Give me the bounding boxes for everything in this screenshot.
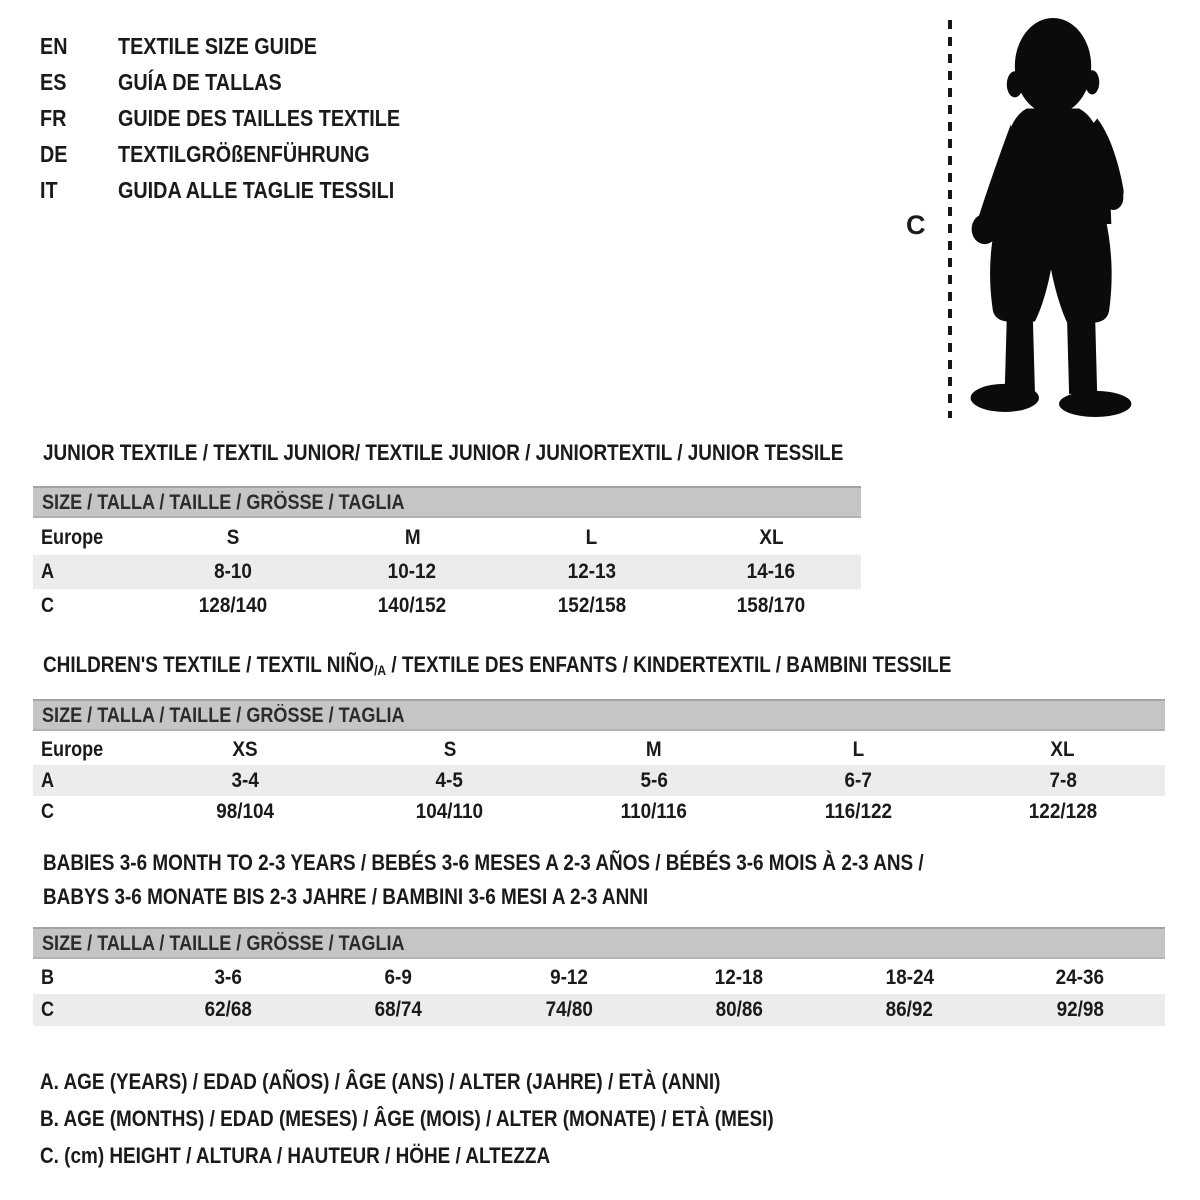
language-row-it xyxy=(40,172,446,208)
language-code: ES xyxy=(40,68,67,95)
size-cell: M xyxy=(646,737,662,761)
height-marker-label: C xyxy=(906,210,926,240)
value-cell: 5-6 xyxy=(552,765,756,796)
language-code: DE xyxy=(40,140,68,167)
children-title-subscript: /A xyxy=(374,662,387,678)
legend-line-age-months: B. AGE (MONTHS) / EDAD (MESES) / ÂGE (MOIS) / ALTER (MONATE) / ETÀ (MESI) xyxy=(40,1105,774,1131)
size-cell: L xyxy=(852,737,865,761)
language-row-es xyxy=(40,64,446,100)
table-row-europe xyxy=(33,520,861,556)
language-row-fr xyxy=(40,100,446,136)
children-section-title xyxy=(43,652,1099,678)
value-cell: 122/128 xyxy=(1028,799,1097,823)
value-cell: 4-5 xyxy=(347,765,551,796)
table-header-row xyxy=(33,700,1165,733)
children-title-text: CHILDREN'S TEXTILE / TEXTIL NIÑO xyxy=(43,652,375,677)
height-measure-dashed-line xyxy=(948,20,952,418)
language-row-de xyxy=(40,136,446,172)
legend-line-age-years: A. AGE (YEARS) / EDAD (AÑOS) / ÂGE (ANS) / ALTER (JAHRE) / ETÀ (ANNI) xyxy=(40,1068,721,1094)
table-row-age xyxy=(33,555,861,589)
size-cell: S xyxy=(443,737,456,761)
table-header-row xyxy=(33,487,861,520)
language-title-block xyxy=(40,28,446,208)
table-row-months xyxy=(33,961,1165,995)
size-cell: L xyxy=(585,526,598,549)
toddler-silhouette-image xyxy=(964,16,1136,418)
value-cell: 158/170 xyxy=(737,594,806,617)
value-cell: 92/98 xyxy=(995,994,1165,1026)
value-cell: 104/110 xyxy=(415,799,484,823)
value-cell: 3-4 xyxy=(143,765,347,796)
table-row-age xyxy=(33,765,1165,796)
value-cell: 86/92 xyxy=(824,994,994,1026)
row-label-cell: C xyxy=(41,594,55,617)
row-label-cell: B xyxy=(41,966,55,989)
value-cell: 68/74 xyxy=(313,994,483,1026)
row-label-cell: Europe xyxy=(41,737,104,761)
guide-title-es: GUÍA DE TALLAS xyxy=(118,68,282,95)
value-cell: 80/86 xyxy=(654,994,824,1026)
legend-block xyxy=(40,1063,893,1174)
value-cell: 62/68 xyxy=(143,994,313,1026)
value-cell: 152/158 xyxy=(557,594,626,617)
junior-section-title: JUNIOR TEXTILE / TEXTIL JUNIOR/ TEXTILE JUNIOR / JUNIORTEXTIL / JUNIOR TESSILE xyxy=(43,440,844,465)
guide-title-it: GUIDA ALLE TAGLIE TESSILI xyxy=(118,176,395,203)
babies-title-line-1: BABIES 3-6 MONTH TO 2-3 YEARS / BEBÉS 3-6 MESES A 2-3 AÑOS / BÉBÉS 3-6 MOIS À 2-3 ANS / xyxy=(43,850,924,875)
value-cell: 140/152 xyxy=(378,594,447,617)
guide-title-de: TEXTILGRÖßENFÜHRUNG xyxy=(118,140,370,167)
size-cell: M xyxy=(404,526,421,549)
row-label-cell: Europe xyxy=(41,526,104,549)
table-row-height xyxy=(33,994,1165,1026)
size-header-cell: SIZE / TALLA / TAILLE / GRÖSSE / TAGLIA xyxy=(33,928,1165,961)
value-cell: 6-9 xyxy=(384,966,413,989)
size-cell: S xyxy=(226,526,240,549)
value-cell: 8-10 xyxy=(143,555,323,589)
babies-title-line-2: BABYS 3-6 MONATE BIS 2-3 JAHRE / BAMBINI 3-6 MESI A 2-3 ANNI xyxy=(43,884,649,909)
table-row-height xyxy=(33,589,861,623)
value-cell: 110/116 xyxy=(620,799,688,823)
value-cell: 128/140 xyxy=(198,594,267,617)
language-code: EN xyxy=(40,32,68,59)
value-cell: 14-16 xyxy=(682,555,862,589)
value-cell: 7-8 xyxy=(961,765,1165,796)
row-label-cell: C xyxy=(41,799,55,823)
value-cell: 18-24 xyxy=(885,966,934,989)
value-cell: 116/122 xyxy=(824,799,893,823)
value-cell: 98/104 xyxy=(216,799,275,823)
size-cell: XL xyxy=(1050,737,1075,761)
value-cell: 24-36 xyxy=(1055,966,1104,989)
value-cell: 3-6 xyxy=(214,966,242,989)
table-header-row xyxy=(33,928,1165,961)
size-header-cell: SIZE / TALLA / TAILLE / GRÖSSE / TAGLIA xyxy=(33,700,1165,733)
value-cell: 12-13 xyxy=(502,555,682,589)
language-code: FR xyxy=(40,104,67,131)
legend-line-height-cm: C. (cm) HEIGHT / ALTURA / HAUTEUR / HÖHE / ALTEZZA xyxy=(40,1142,551,1168)
row-label-cell: C xyxy=(33,994,143,1026)
children-size-table xyxy=(33,699,1165,827)
value-cell: 12-18 xyxy=(714,966,764,989)
size-cell: XS xyxy=(232,737,258,761)
table-row-europe xyxy=(33,733,1165,766)
guide-title-en: TEXTILE SIZE GUIDE xyxy=(118,32,317,59)
babies-section-title xyxy=(43,846,1067,914)
value-cell: 6-7 xyxy=(756,765,960,796)
junior-size-table xyxy=(33,486,861,623)
children-title-text: / TEXTILE DES ENFANTS / KINDERTEXTIL / BAMBINI TESSILE xyxy=(386,652,952,677)
row-label-cell: A xyxy=(33,765,143,796)
table-row-height xyxy=(33,796,1165,827)
size-cell: XL xyxy=(759,526,784,549)
value-cell: 74/80 xyxy=(484,994,654,1026)
value-cell: 9-12 xyxy=(549,966,588,989)
babies-size-table xyxy=(33,927,1165,1026)
guide-title-fr: GUIDE DES TAILLES TEXTILE xyxy=(118,104,401,131)
value-cell: 10-12 xyxy=(323,555,503,589)
size-header-cell: SIZE / TALLA / TAILLE / GRÖSSE / TAGLIA xyxy=(33,487,861,520)
language-row-en xyxy=(40,28,446,64)
language-code: IT xyxy=(40,176,58,203)
row-label-cell: A xyxy=(33,555,143,589)
